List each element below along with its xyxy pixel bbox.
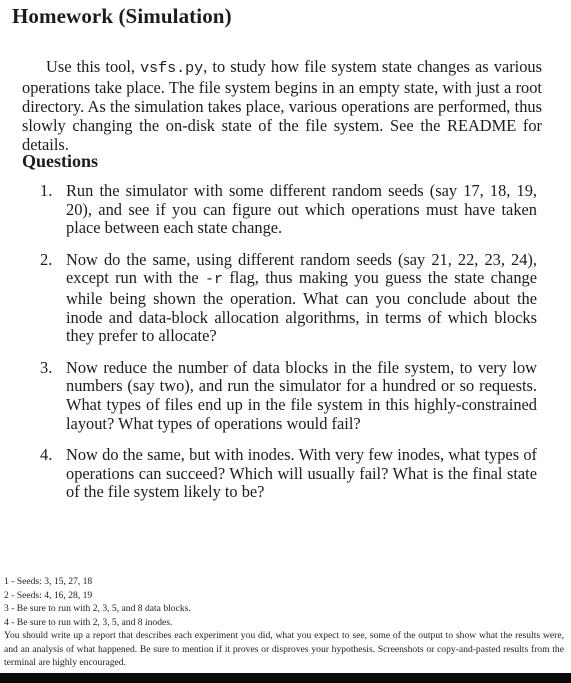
- note-line-4: 4 - Be sure to run with 2, 3, 5, and 8 inodes.: [4, 616, 173, 628]
- intro-text-start: Use this tool,: [46, 57, 141, 77]
- note-line-2: 2 - Seeds: 4, 16, 28, 19: [4, 589, 93, 601]
- tool-name-code: vsfs.py: [140, 60, 204, 78]
- question-item-1: [40, 182, 537, 238]
- questions-heading: Questions: [22, 151, 99, 171]
- bottom-edge-bar: [0, 673, 571, 683]
- question-item-2: [40, 251, 537, 346]
- questions-list: [40, 182, 537, 502]
- note-line-3: 3 - Be sure to run with 2, 3, 5, and 8 data blocks.: [4, 603, 191, 614]
- question-number: 3.: [40, 357, 53, 377]
- question-item-3: [40, 359, 537, 433]
- question-number: 2.: [40, 249, 53, 269]
- question-item-4: [40, 446, 537, 502]
- question-text: Run the simulator with some different random seeds (say 17, 18, 19, 20), and see if you can figure out which operations must have taken place between each state change.: [66, 181, 537, 238]
- question-text-start: Now do the same, using different random seeds (say 21, 22, 23, 24), except run with the: [66, 249, 537, 288]
- flag-code: -r: [205, 271, 224, 289]
- question-text-rest: flag, thus making you guess the state change while being shown the operation. What can you conclude about the inode and data-block allocation algorithms, in terms of which blocks they prefer to allocate?: [66, 268, 537, 346]
- instructor-notes: [4, 575, 564, 670]
- question-text: Now reduce the number of data blocks in the file system, to very low numbers (say two), and run the simulator for a hundred or so requests. What types of files end up in the file system in this highly-constrained layout? What types of operations would fail?: [66, 357, 537, 433]
- intro-paragraph: [22, 57, 542, 154]
- question-number: 4.: [40, 445, 53, 465]
- question-number: 1.: [40, 181, 53, 200]
- report-instructions: You should write up a report that describes each experiment you did, what you expect to see, some of the output to show what the results were, and an analysis of what happened. Be sure to mention if it proves or disproves your hypothesis. Screenshots or copy-and-pasted results from the terminal are highly encouraged.: [4, 630, 564, 668]
- intro-text-rest: , to study how file system state changes as various operations take place. The file system begins in an empty state, with just a root directory. As the simulation takes place, various operations are performed, thus slowly changing the on-disk state of the file system. See the README for details.: [22, 57, 543, 155]
- note-line-1: 1 - Seeds: 3, 15, 27, 18: [4, 576, 93, 587]
- question-text: Now do the same, but with inodes. With very few inodes, what types of operations can succeed? Which will usually fail? What is the final state of the file system likely to be?: [66, 445, 537, 502]
- page-title: Homework (Simulation): [12, 4, 232, 28]
